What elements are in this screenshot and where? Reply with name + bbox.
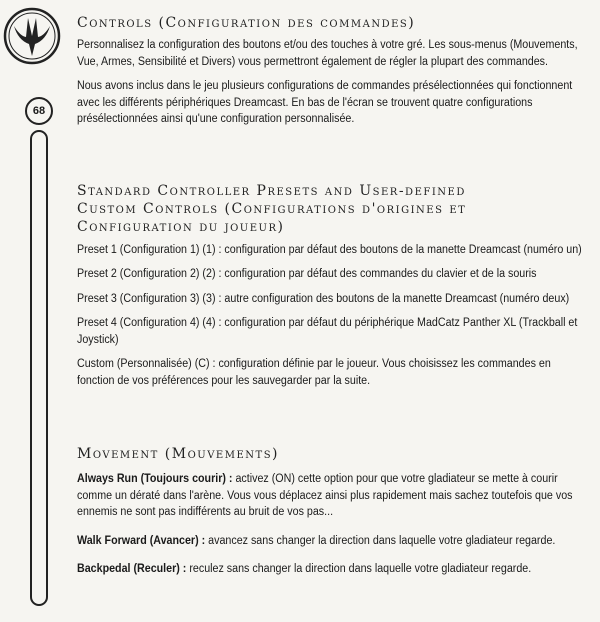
section-title-presets-3: Configuration du joueur) [77,218,285,235]
section-title-controls: Controls (Configuration des commandes) [77,15,416,31]
entry-text: reculez sans changer la direction dans laquelle votre gladiateur regarde. [186,563,532,575]
entry-text: avancez sans changer la direction dans laquelle votre gladiateur regarde. [205,534,556,547]
movement-entry-backpedal [77,561,587,578]
quake-logo-icon [2,6,62,66]
section-title-movement: Movement (Mouvements) [77,446,280,462]
preset-item-2: Preset 2 (Configuration 2) (2) : configuration par défaut des commandes du clavier et de la souris [77,268,537,280]
page-number: 68 [25,97,53,125]
margin-rail [30,130,48,606]
preset-item-4: Preset 4 (Configuration 4) (4) : configuration par défaut du périphérique MadCatz Panther XL (Trackball et Joystick) [77,317,578,346]
page-content [77,14,587,578]
controls-paragraph-1: Personnalisez la configuration des boutons et/ou des touches à votre gré. Les sous-menus (Mouvements, Vue, Armes, Sensibilité et Divers) vous permettront également de régler la plupart des commandes. [77,39,578,68]
preset-item-1: Preset 1 (Configuration 1) (1) : configuration par défaut des boutons de la manette Dreamcast (numéro un) [77,243,582,256]
movement-entry-always-run [77,471,587,521]
preset-item-custom: Custom (Personnalisée) (C) : configuration définie par le joueur. Vous choisissez les commandes en fonction de vos préférences pour les sauvegarder par la suite. [77,358,551,387]
section-title-presets-1: Standard Controller Presets and User-defined [77,182,466,199]
entry-text: activez (ON) cette option pour que votre gladiateur se mette à courir comme un dératé dans l'arène. Vous vous déplacez ainsi plus rapidement mais sachez toutefois que vos ennemis ne sont pas indifférents au bruit de vos pas... [77,473,573,518]
entry-term: Backpedal (Reculer) : [77,563,187,575]
controls-paragraph-2: Nous avons inclus dans le jeu plusieurs configurations de commandes présélectionnées qui fonctionnent avec les différents périphériques Dreamcast. En bas de l'écran se trouvent quatre configurations présélectionnées ainsi qu'une configuration personnalisée. [77,80,573,125]
entry-term: Walk Forward (Avancer) : [77,534,206,547]
section-title-presets-2: Custom Controls (Configurations d'origines et [77,200,467,217]
entry-term: Always Run (Toujours courir) : [77,473,233,485]
movement-entry-walk-forward [77,533,587,550]
preset-item-3: Preset 3 (Configuration 3) (3) : autre configuration des boutons de la manette Dreamcast (numéro deux) [77,292,570,305]
